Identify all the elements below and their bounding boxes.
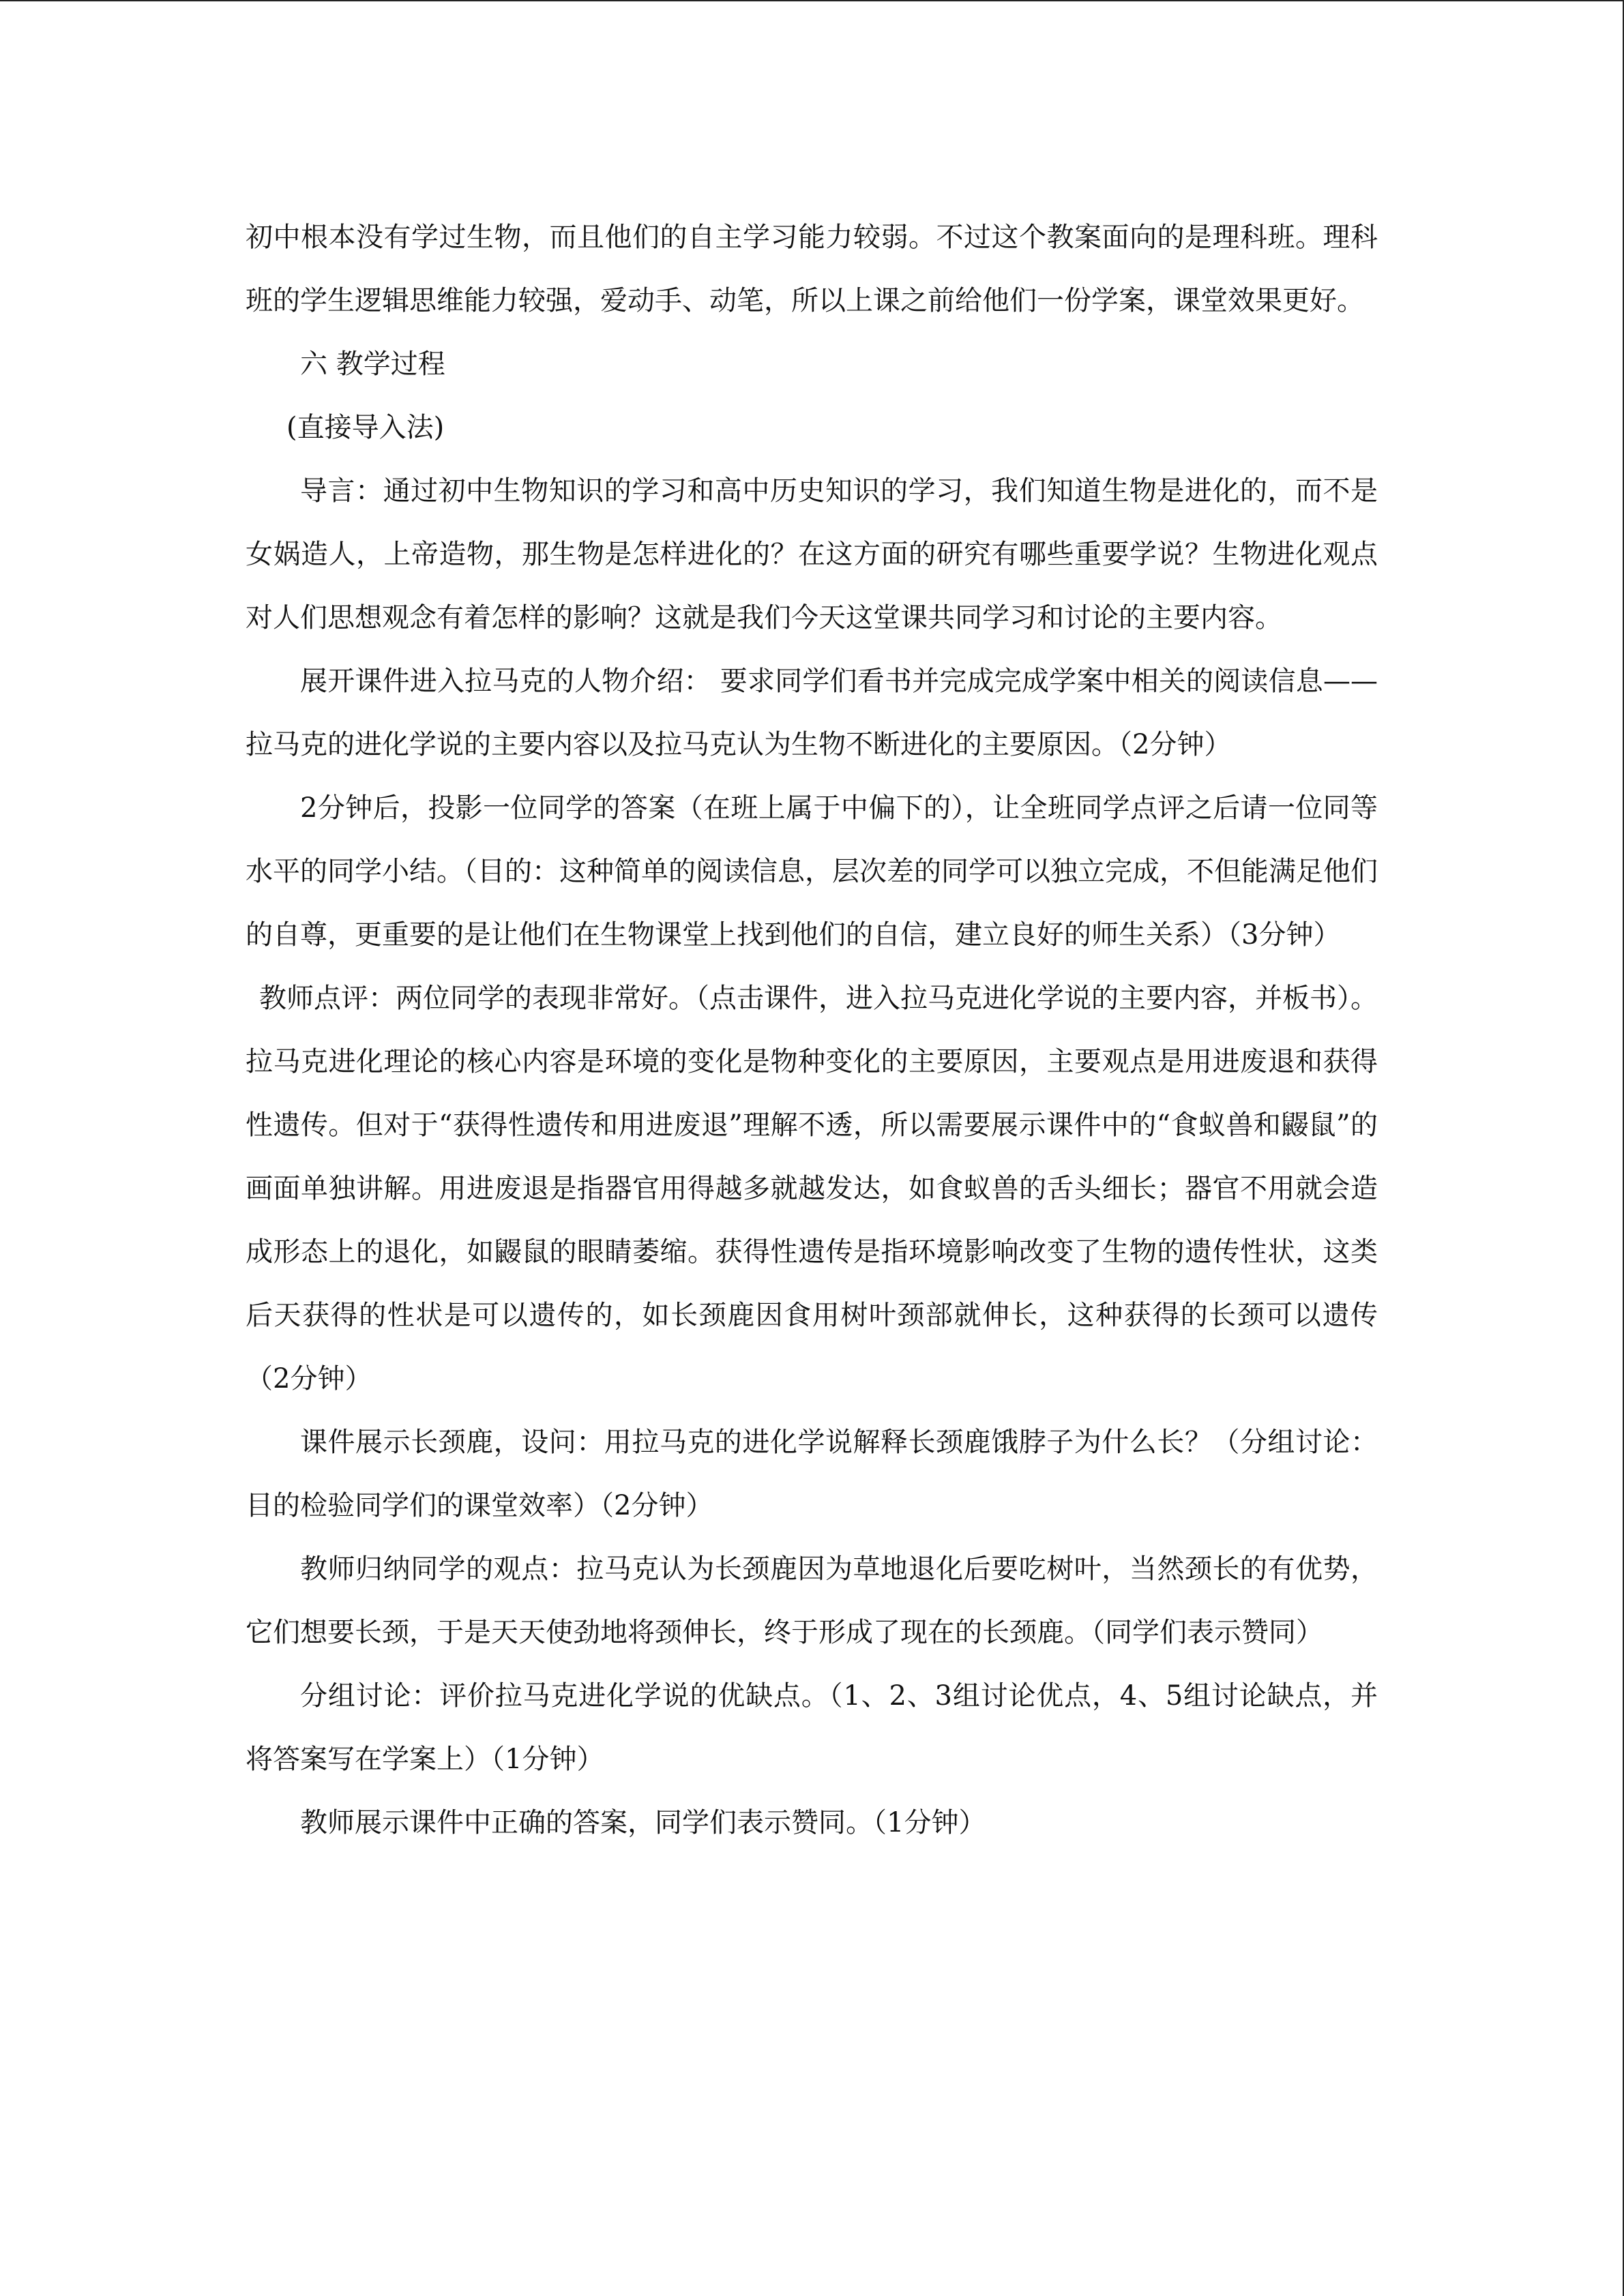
paragraph-correct-answer: 教师展示课件中正确的答案，同学们表示赞同。（1分钟） <box>300 1807 986 1838</box>
paragraph-student-analysis: 初中根本没有学过生物，而且他们的自主学习能力较弱。不过这个教案面向的是理科班。理科班的学生逻辑思维能力较强，爱动手、动笔，所以上课之前给他们一份学案，课堂效果更好。 <box>246 222 1378 316</box>
document-body <box>246 206 1378 1855</box>
paragraph-introduction: 导言：通过初中生物知识的学习和高中历史知识的学习，我们知道生物是进化的，而不是女娲造人，上帝造物，那生物是怎样进化的？在这方面的研究有哪些重要学说？生物进化观点对人们思想观念有着怎样的影响？这就是我们今天这堂课共同学习和讨论的主要内容。 <box>246 475 1378 633</box>
section-heading-teaching-process: 六 教学过程 <box>300 348 445 380</box>
paragraph-teacher-summary: 教师归纳同学的观点：拉马克认为长颈鹿因为草地退化后要吃树叶，当然颈长的有优势，它们想要长颈，于是天天使劲地将颈伸长，终于形成了现在的长颈鹿。（同学们表示赞同） <box>246 1553 1378 1648</box>
paragraph-method-note: (直接导入法) <box>286 412 445 443</box>
paragraph-teacher-comment: 教师点评：两位同学的表现非常好。（点击课件，进入拉马克进化学说的主要内容，并板书）。拉马克进化理论的核心内容是环境的变化是物种变化的主要原因，主要观点是用进废退和获得性遗传。但对于“获得性遗传和用进废退”理解不透，所以需要展示课件中的“食蚁兽和鼹鼠”的画面单独讲解。用进废退是指器官用得越多就越发达，如食蚁兽的舌头细长；器官不用就会造成形态上的退化，如鼹鼠的眼睛萎缩。获得性遗传是指环境影响改变了生物的遗传性状，这类后天获得的性状是可以遗传的，如长颈鹿因食用树叶颈部就伸长，这种获得的长颈可以遗传（2分钟） <box>246 983 1378 1395</box>
paragraph-group-discussion: 分组讨论：评价拉马克进化学说的优缺点。（1、2、3组讨论优点，4、5组讨论缺点，并将答案写在学案上）（1分钟） <box>246 1680 1378 1775</box>
paragraph-lamarck-intro: 展开课件进入拉马克的人物介绍： 要求同学们看书并完成完成学案中相关的阅读信息——拉马克的进化学说的主要内容以及拉马克认为生物不断进化的主要原因。（2分钟） <box>246 666 1378 760</box>
paragraph-giraffe-question: 课件展示长颈鹿，设问：用拉马克的进化学说解释长颈鹿饿脖子为什么长？（分组讨论：目的检验同学们的课堂效率）（2分钟） <box>246 1427 1378 1521</box>
paragraph-student-answer: 2分钟后，投影一位同学的答案（在班上属于中偏下的），让全班同学点评之后请一位同等水平的同学小结。（目的：这种简单的阅读信息，层次差的同学可以独立完成，不但能满足他们的自尊，更重要的是让他们在生物课堂上找到他们的自信，建立良好的师生关系）（3分钟） <box>246 792 1378 951</box>
